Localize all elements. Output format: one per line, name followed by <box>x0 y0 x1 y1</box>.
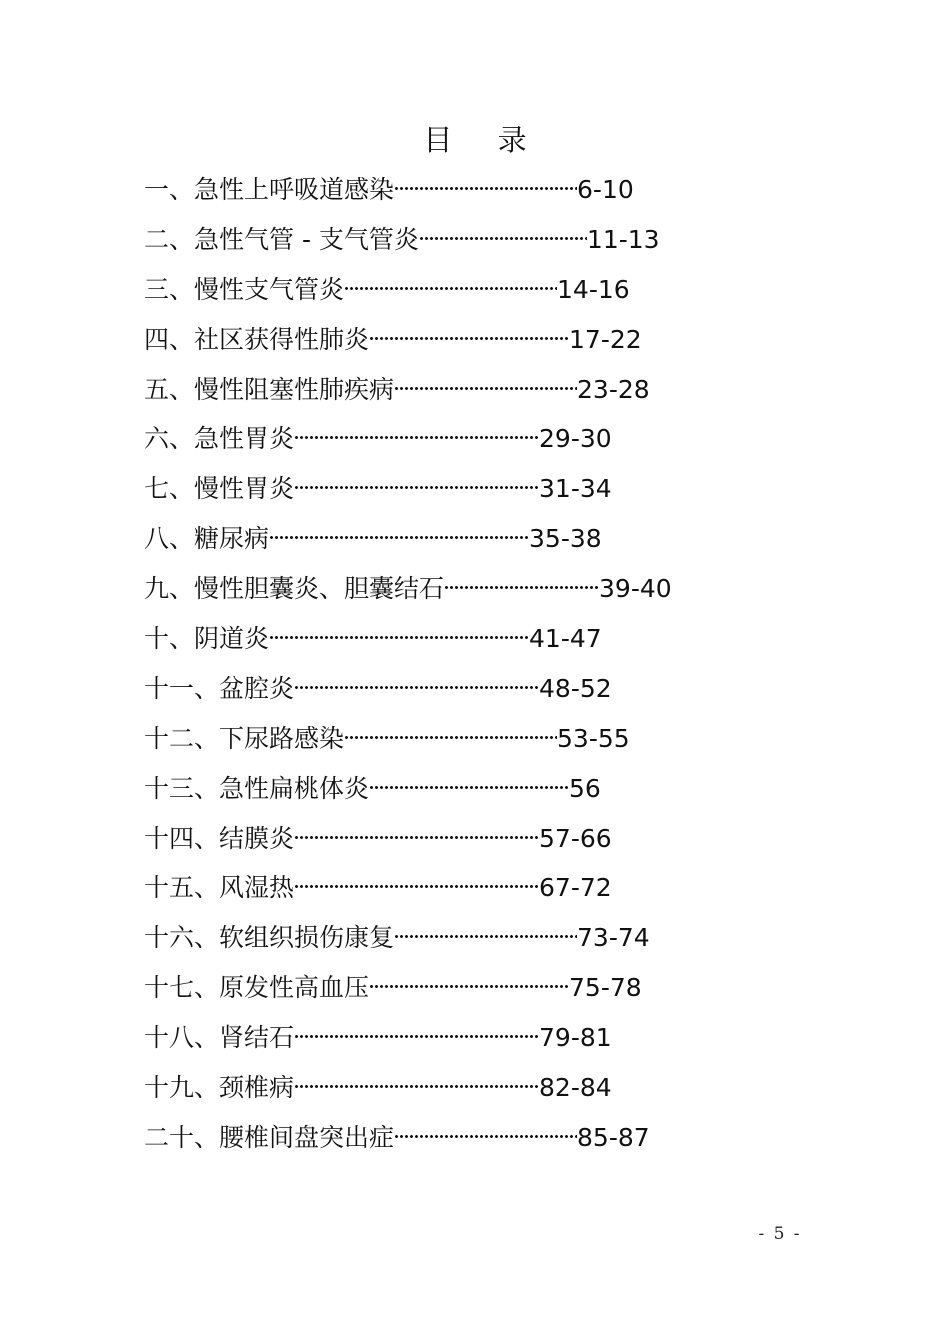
toc-entry[interactable] <box>144 168 784 218</box>
toc-dot-leader <box>294 673 539 699</box>
toc-dot-leader <box>344 274 557 300</box>
toc-dot-leader <box>294 423 539 449</box>
toc-entry-label: 十八、肾结石 <box>144 1023 295 1053</box>
toc-entry-pages: 6-10 <box>577 175 634 204</box>
toc-entry[interactable] <box>144 667 784 717</box>
toc-entry-pages: 29-30 <box>539 424 612 454</box>
toc-entry-label: 一、急性上呼吸道感染 <box>144 175 395 204</box>
toc-entry[interactable] <box>144 767 784 817</box>
toc-entry-pages: 39-40 <box>599 574 672 604</box>
toc-entry-label: 十五、风湿热 <box>144 873 295 903</box>
toc-entry-label: 二、急性气管 - 支气管炎 <box>144 224 419 254</box>
toc-entry[interactable] <box>144 966 784 1016</box>
toc-dot-leader <box>344 723 557 749</box>
toc-entry[interactable] <box>144 567 784 617</box>
toc-entry-label: 十一、盆腔炎 <box>144 673 295 703</box>
toc-title <box>0 118 950 159</box>
toc-entry-pages: 14-16 <box>557 274 630 304</box>
toc-entry-label: 十四、结膜炎 <box>144 823 295 853</box>
toc-dot-leader <box>444 573 599 599</box>
toc-entry[interactable] <box>144 1066 784 1116</box>
toc-dot-leader <box>269 623 529 649</box>
toc-dot-leader <box>394 174 577 200</box>
toc-entry-pages: 48-52 <box>539 673 612 703</box>
toc-entry[interactable] <box>144 318 784 368</box>
toc-entry-label: 十九、颈椎病 <box>144 1073 295 1103</box>
toc-entry-pages: 23-28 <box>577 374 650 404</box>
toc-entry-pages: 57-66 <box>539 823 612 853</box>
toc-entry[interactable] <box>144 368 784 418</box>
toc-entry[interactable] <box>144 817 784 867</box>
toc-dot-leader <box>294 823 539 849</box>
toc-dot-leader <box>394 1122 577 1148</box>
toc-entry-label: 二十、腰椎间盘突出症 <box>144 1122 395 1152</box>
toc-dot-leader <box>369 972 569 998</box>
page-number: - 5 - <box>758 1224 802 1244</box>
toc-entry[interactable] <box>144 417 784 467</box>
toc-list <box>144 168 784 1166</box>
toc-entry-pages: 82-84 <box>539 1073 612 1103</box>
toc-entry[interactable] <box>144 717 784 767</box>
toc-dot-leader <box>294 473 539 499</box>
toc-entry-pages: 17-22 <box>569 324 642 354</box>
toc-entry-label: 七、慢性胃炎 <box>144 474 295 504</box>
toc-entry-pages: 85-87 <box>577 1122 650 1152</box>
toc-entry-pages: 73-74 <box>577 923 650 953</box>
toc-entry-pages: 79-81 <box>539 1023 612 1053</box>
toc-entry[interactable] <box>144 467 784 517</box>
toc-entry-label: 十六、软组织损伤康复 <box>144 923 395 953</box>
toc-entry-label: 五、慢性阻塞性肺疾病 <box>144 374 395 404</box>
toc-dot-leader <box>369 773 569 799</box>
toc-entry-pages: 11-13 <box>586 224 660 254</box>
toc-entry-pages: 56 <box>569 773 601 803</box>
toc-entry-pages: 35-38 <box>529 524 602 554</box>
toc-entry-pages: 31-34 <box>539 474 612 504</box>
toc-entry-label: 九、慢性胆囊炎、胆囊结石 <box>144 574 445 604</box>
toc-dot-leader <box>294 1022 539 1048</box>
toc-title-char: 目 <box>423 123 453 157</box>
toc-entry-label: 三、慢性支气管炎 <box>144 274 345 304</box>
toc-entry-pages: 53-55 <box>557 723 630 753</box>
toc-entry-label: 十七、原发性高血压 <box>144 973 370 1003</box>
toc-entry[interactable] <box>144 916 784 966</box>
toc-entry-pages: 67-72 <box>539 873 612 903</box>
toc-entry[interactable] <box>144 218 784 268</box>
toc-entry-label: 四、社区获得性肺炎 <box>144 324 370 354</box>
toc-dot-leader <box>394 374 577 400</box>
toc-dot-leader <box>394 922 577 948</box>
toc-entry-pages: 41-47 <box>529 624 602 654</box>
toc-entry[interactable] <box>144 517 784 567</box>
toc-entry[interactable] <box>144 866 784 916</box>
toc-entry-pages: 75-78 <box>569 973 642 1003</box>
toc-entry[interactable] <box>144 1116 784 1166</box>
toc-entry[interactable] <box>144 1016 784 1066</box>
toc-entry[interactable] <box>144 268 784 318</box>
toc-entry-label: 六、急性胃炎 <box>144 424 295 454</box>
toc-dot-leader <box>294 872 539 898</box>
toc-entry-label: 十二、下尿路感染 <box>144 723 345 753</box>
toc-entry-label: 八、糖尿病 <box>144 524 270 554</box>
toc-dot-leader <box>419 224 587 250</box>
toc-dot-leader <box>269 523 529 549</box>
toc-dot-leader <box>369 324 569 350</box>
toc-entry-label: 十三、急性扁桃体炎 <box>144 773 370 803</box>
toc-dot-leader <box>294 1072 539 1098</box>
toc-entry[interactable] <box>144 617 784 667</box>
toc-entry-label: 十、阴道炎 <box>144 624 270 654</box>
toc-title-char: 录 <box>497 123 527 157</box>
